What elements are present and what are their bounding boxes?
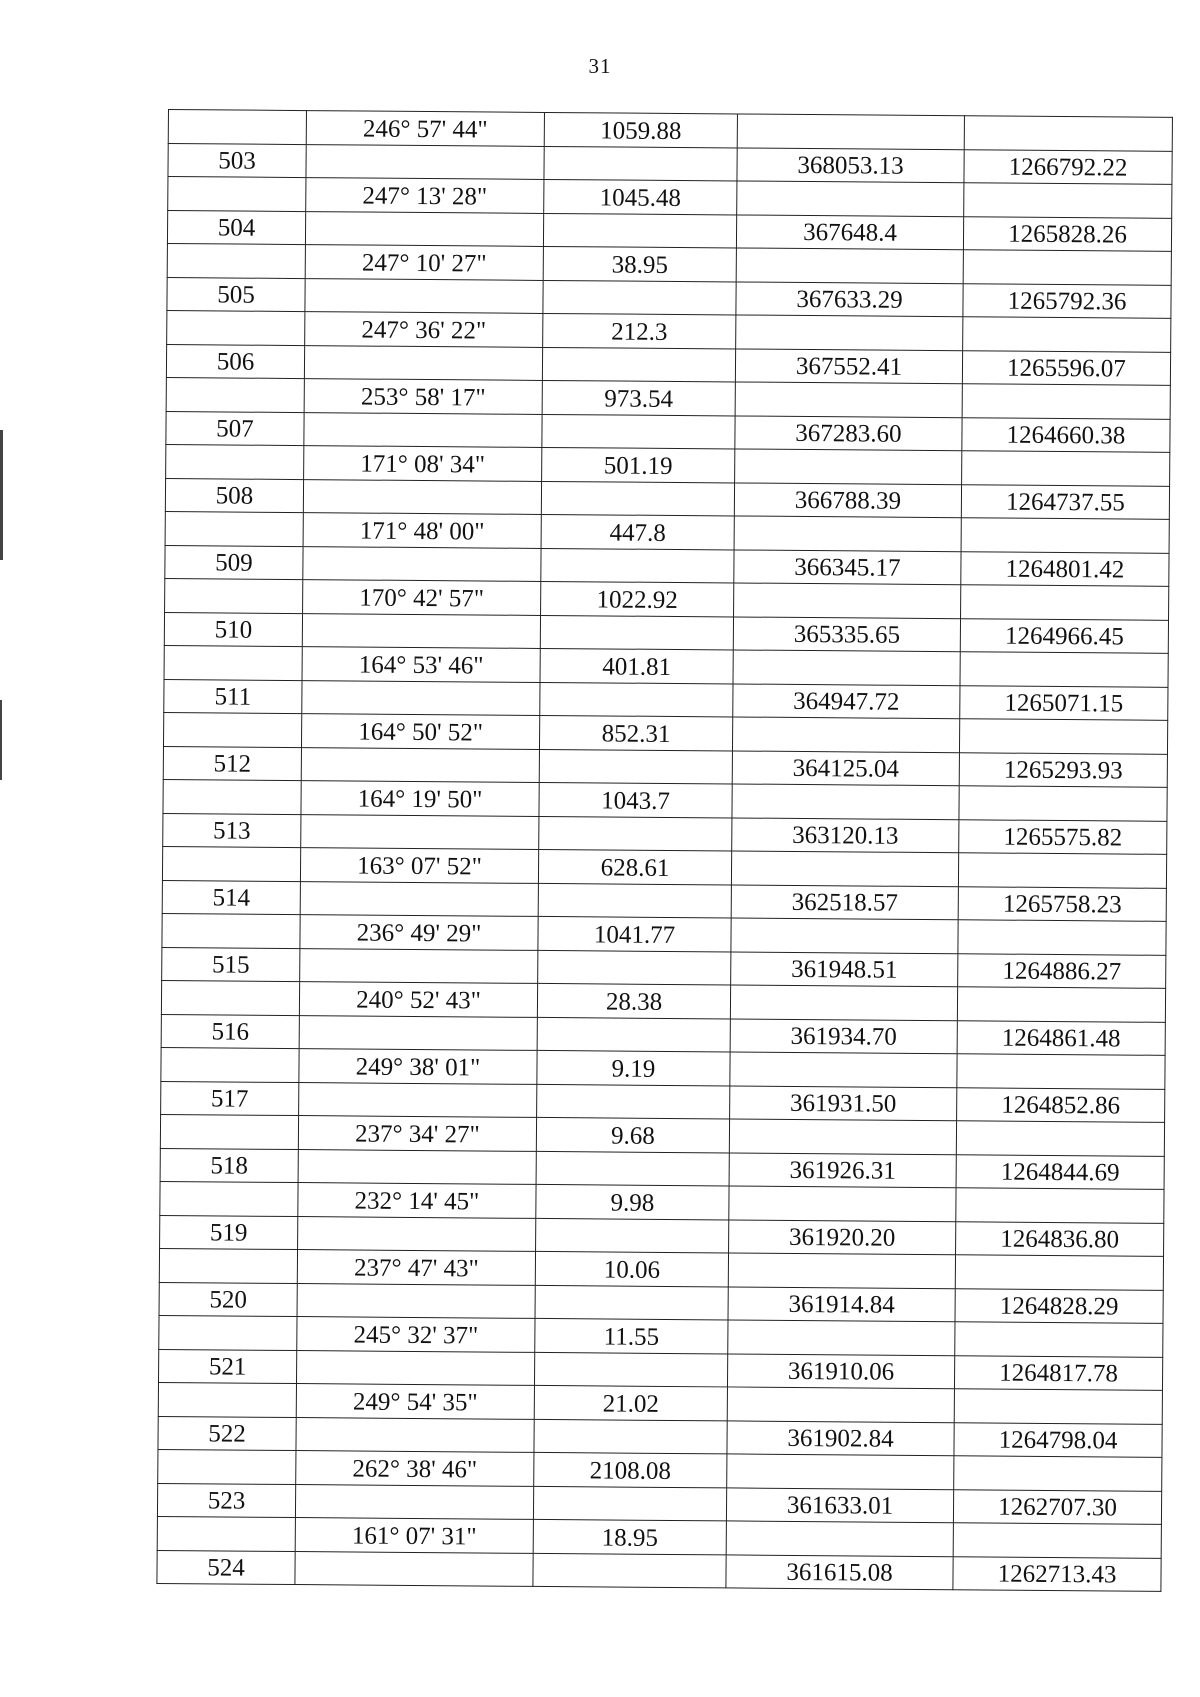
bearing-cell-empty: [306, 144, 544, 179]
northing-cell-empty: [727, 1454, 954, 1489]
distance-cell: 38.95: [543, 246, 736, 281]
bearing-cell-empty: [300, 948, 538, 983]
bearing-cell: 171° 08' 34": [304, 446, 542, 481]
station-cell-empty: [160, 1181, 298, 1216]
northing-cell: 361615.08: [726, 1554, 953, 1589]
easting-cell-empty: [956, 1188, 1164, 1223]
easting-cell-empty: [961, 518, 1169, 553]
distance-cell-empty: [541, 481, 734, 516]
station-cell-empty: [163, 712, 301, 747]
northing-cell-empty: [737, 114, 964, 149]
northing-cell: 367633.29: [736, 281, 963, 316]
station-id-cell: 518: [160, 1148, 298, 1183]
distance-cell-empty: [538, 883, 731, 918]
station-id-cell: 503: [168, 143, 306, 178]
bearing-cell-empty: [304, 345, 542, 380]
easting-cell: 1264844.69: [956, 1154, 1164, 1189]
station-id-cell: 511: [164, 679, 302, 714]
station-id-cell: 505: [167, 277, 305, 312]
distance-cell-empty: [541, 548, 734, 583]
easting-cell: 1265828.26: [963, 216, 1171, 251]
bearing-cell: 171° 48' 00": [303, 513, 541, 548]
station-id-cell: 504: [167, 210, 305, 245]
station-cell-empty: [158, 1449, 296, 1484]
station-id-cell: 515: [162, 947, 300, 982]
northing-cell: 361934.70: [730, 1018, 957, 1053]
northing-cell-empty: [735, 449, 962, 484]
distance-cell: 21.02: [534, 1385, 727, 1420]
easting-cell-empty: [955, 1255, 1163, 1290]
bearing-cell: 237° 47' 43": [297, 1250, 535, 1285]
bearing-cell: 164° 50' 52": [301, 714, 539, 749]
northing-cell-empty: [730, 985, 957, 1020]
easting-cell-empty: [958, 920, 1166, 955]
northing-cell: 361633.01: [726, 1487, 953, 1522]
bearing-cell-empty: [295, 1551, 533, 1586]
station-id-cell: 507: [166, 411, 304, 446]
easting-cell-empty: [960, 652, 1168, 687]
bearing-cell: 247° 10' 27": [305, 245, 543, 280]
distance-cell: 9.19: [537, 1050, 730, 1085]
distance-cell: 2108.08: [534, 1452, 727, 1487]
easting-cell: 1264966.45: [960, 618, 1168, 653]
bearing-cell-empty: [303, 546, 541, 581]
station-cell-empty: [157, 1516, 295, 1551]
distance-cell: 973.54: [542, 380, 735, 415]
bearing-cell: 247° 13' 28": [306, 178, 544, 213]
northing-cell: 361931.50: [730, 1085, 957, 1120]
bearing-cell: 164° 53' 46": [302, 647, 540, 682]
station-id-cell: 517: [161, 1081, 299, 1116]
northing-cell-empty: [736, 315, 963, 350]
bearing-cell: 236° 49' 29": [300, 915, 538, 950]
easting-cell-empty: [958, 853, 1166, 888]
station-cell-empty: [164, 645, 302, 680]
bearing-cell-empty: [299, 1015, 537, 1050]
scan-edge-mark: [0, 430, 3, 560]
distance-cell: 9.98: [536, 1184, 729, 1219]
bearing-cell: 161° 07' 31": [295, 1518, 533, 1553]
easting-cell-empty: [954, 1389, 1162, 1424]
easting-cell-empty: [959, 786, 1167, 821]
bearing-cell: 249° 38' 01": [299, 1049, 537, 1084]
bearing-cell: 170° 42' 57": [303, 580, 541, 615]
distance-cell-empty: [536, 1151, 729, 1186]
bearing-cell-empty: [301, 747, 539, 782]
bearing-cell-empty: [299, 1082, 537, 1117]
bearing-cell-empty: [298, 1216, 536, 1251]
easting-cell: 1265071.15: [960, 685, 1168, 720]
bearing-cell-empty: [301, 814, 539, 849]
easting-cell: 1264861.48: [957, 1020, 1165, 1055]
bearing-cell: 253° 58' 17": [304, 379, 542, 414]
bearing-cell-empty: [297, 1283, 535, 1318]
station-id-cell: 509: [165, 545, 303, 580]
easting-cell: 1264886.27: [958, 953, 1166, 988]
station-cell-empty: [167, 243, 305, 278]
bearing-cell: 240° 52' 43": [299, 982, 537, 1017]
bearing-cell-empty: [305, 211, 543, 246]
northing-cell: 361926.31: [729, 1152, 956, 1187]
easting-cell: 1266792.22: [964, 149, 1172, 184]
station-row: [157, 1550, 1161, 1591]
distance-cell-empty: [543, 213, 736, 248]
station-id-cell: 512: [163, 746, 301, 781]
distance-cell-empty: [540, 682, 733, 717]
station-id-cell: 520: [159, 1282, 297, 1317]
distance-cell-empty: [533, 1486, 726, 1521]
station-id-cell: 519: [160, 1215, 298, 1250]
northing-cell-empty: [729, 1186, 956, 1221]
distance-cell-empty: [544, 146, 737, 181]
bearing-cell-empty: [303, 479, 541, 514]
easting-cell-empty: [957, 987, 1165, 1022]
bearing-cell-empty: [302, 680, 540, 715]
distance-cell: 1045.48: [544, 179, 737, 214]
distance-cell: 852.31: [539, 715, 732, 750]
northing-cell: 361910.06: [727, 1353, 954, 1388]
distance-cell: 447.8: [541, 514, 734, 549]
station-cell-empty: [162, 846, 300, 881]
distance-cell-empty: [535, 1285, 728, 1320]
northing-cell-empty: [728, 1320, 955, 1355]
easting-cell-empty: [962, 384, 1170, 419]
bearing-cell: 249° 54' 35": [296, 1384, 534, 1419]
distance-cell: 18.95: [533, 1519, 726, 1554]
easting-cell: 1265293.93: [959, 752, 1167, 787]
northing-cell-empty: [730, 1052, 957, 1087]
northing-cell: 364125.04: [732, 750, 959, 785]
easting-cell-empty: [962, 451, 1170, 486]
station-cell-empty: [165, 511, 303, 546]
distance-cell-empty: [537, 1084, 730, 1119]
distance-cell-empty: [540, 615, 733, 650]
easting-cell-empty: [964, 183, 1172, 218]
bearing-cell: 246° 57' 44": [306, 111, 544, 146]
northing-cell-empty: [726, 1521, 953, 1556]
northing-cell: 361948.51: [731, 951, 958, 986]
distance-cell-empty: [542, 414, 735, 449]
bearing-cell-empty: [296, 1417, 534, 1452]
distance-cell: 212.3: [543, 313, 736, 348]
easting-cell-empty: [955, 1322, 1163, 1357]
bearing-cell: 232° 14' 45": [298, 1183, 536, 1218]
distance-cell: 1022.92: [541, 581, 734, 616]
station-cell-empty: [166, 444, 304, 479]
easting-cell-empty: [957, 1054, 1165, 1089]
easting-cell-empty: [954, 1456, 1162, 1491]
northing-cell-empty: [727, 1387, 954, 1422]
easting-cell: 1264737.55: [961, 484, 1169, 519]
station-cell-empty: [165, 578, 303, 613]
station-cell-empty: [163, 779, 301, 814]
station-cell-empty: [160, 1114, 298, 1149]
distance-cell-empty: [533, 1553, 726, 1588]
easting-cell: 1264817.78: [954, 1355, 1162, 1390]
survey-coordinates-table: [156, 109, 1173, 1592]
northing-cell-empty: [729, 1119, 956, 1154]
distance-cell-empty: [534, 1419, 727, 1454]
easting-cell-empty: [964, 116, 1172, 151]
station-id-cell: 521: [158, 1349, 296, 1384]
northing-cell-empty: [733, 650, 960, 685]
easting-cell: 1265792.36: [963, 283, 1171, 318]
northing-cell-empty: [737, 181, 964, 216]
northing-cell: 361914.84: [728, 1286, 955, 1321]
northing-cell-empty: [735, 382, 962, 417]
bearing-cell-empty: [304, 412, 542, 447]
station-id-cell: 508: [165, 478, 303, 513]
easting-cell: 1264798.04: [954, 1422, 1162, 1457]
station-id-cell: 506: [166, 344, 304, 379]
distance-cell: 28.38: [537, 983, 730, 1018]
distance-cell: 501.19: [542, 447, 735, 482]
station-id-cell: 524: [157, 1550, 295, 1585]
easting-cell-empty: [963, 250, 1171, 285]
northing-cell: 367552.41: [735, 348, 962, 383]
distance-cell: 1041.77: [538, 916, 731, 951]
northing-cell: 361902.84: [727, 1420, 954, 1455]
station-id-cell: 523: [157, 1483, 295, 1518]
distance-cell-empty: [543, 280, 736, 315]
distance-cell-empty: [534, 1352, 727, 1387]
easting-cell: 1264801.42: [961, 551, 1169, 586]
bearing-cell: 247° 36' 22": [305, 312, 543, 347]
easting-cell: 1264660.38: [962, 417, 1170, 452]
distance-cell-empty: [536, 1218, 729, 1253]
distance-cell: 10.06: [535, 1251, 728, 1286]
bearing-cell-empty: [302, 613, 540, 648]
northing-cell-empty: [732, 717, 959, 752]
easting-cell: 1262713.43: [953, 1556, 1161, 1591]
northing-cell: 361920.20: [729, 1219, 956, 1254]
station-cell-empty: [159, 1248, 297, 1283]
station-cell-empty: [166, 377, 304, 412]
distance-cell: 9.68: [536, 1117, 729, 1152]
northing-cell: 366345.17: [734, 549, 961, 584]
distance-cell-empty: [537, 1017, 730, 1052]
station-id-cell: 514: [162, 880, 300, 915]
easting-cell-empty: [956, 1121, 1164, 1156]
page-number: 31: [588, 54, 612, 78]
distance-cell: 11.55: [535, 1318, 728, 1353]
station-id-cell: 516: [161, 1014, 299, 1049]
distance-cell: 1043.7: [539, 782, 732, 817]
northing-cell-empty: [731, 918, 958, 953]
northing-cell: 367648.4: [736, 214, 963, 249]
distance-cell: 628.61: [538, 849, 731, 884]
station-cell-empty: [159, 1315, 297, 1350]
station-id-cell: 522: [158, 1416, 296, 1451]
northing-cell: 368053.13: [737, 147, 964, 182]
station-cell-empty: [158, 1382, 296, 1417]
bearing-cell: 164° 19' 50": [301, 781, 539, 816]
northing-cell-empty: [734, 583, 961, 618]
northing-cell-empty: [732, 784, 959, 819]
station-cell-empty: [168, 177, 306, 212]
bearing-cell-empty: [296, 1350, 534, 1385]
northing-cell: 367283.60: [735, 415, 962, 450]
distance-cell-empty: [539, 749, 732, 784]
distance-cell-empty: [539, 816, 732, 851]
northing-cell: 363120.13: [732, 817, 959, 852]
northing-cell-empty: [736, 248, 963, 283]
station-id-cell: 513: [163, 813, 301, 848]
bearing-cell: 237° 34' 27": [298, 1116, 536, 1151]
bearing-cell-empty: [295, 1484, 533, 1519]
bearing-cell-empty: [305, 278, 543, 313]
easting-cell-empty: [953, 1523, 1161, 1558]
easting-cell: 1265596.07: [962, 350, 1170, 385]
easting-cell-empty: [961, 585, 1169, 620]
station-cell-empty: [168, 110, 306, 145]
distance-cell: 1059.88: [544, 112, 737, 147]
station-cell-empty: [162, 913, 300, 948]
northing-cell-empty: [731, 851, 958, 886]
survey-table-body: [157, 110, 1173, 1592]
easting-cell: 1264828.29: [955, 1288, 1163, 1323]
northing-cell: 366788.39: [734, 482, 961, 517]
distance-cell-empty: [538, 950, 731, 985]
northing-cell: 362518.57: [731, 884, 958, 919]
northing-cell-empty: [734, 516, 961, 551]
bearing-cell: 163° 07' 52": [300, 848, 538, 883]
bearing-cell-empty: [300, 881, 538, 916]
distance-cell: 401.81: [540, 648, 733, 683]
station-cell-empty: [161, 980, 299, 1015]
easting-cell-empty: [959, 719, 1167, 754]
easting-cell: 1265575.82: [959, 819, 1167, 854]
easting-cell: 1262707.30: [953, 1489, 1161, 1524]
easting-cell-empty: [963, 317, 1171, 352]
bearing-cell-empty: [298, 1149, 536, 1184]
bearing-cell: 245° 32' 37": [297, 1317, 535, 1352]
station-cell-empty: [161, 1047, 299, 1082]
northing-cell: 365335.65: [733, 616, 960, 651]
northing-cell-empty: [728, 1253, 955, 1288]
station-id-cell: 510: [164, 612, 302, 647]
station-cell-empty: [167, 310, 305, 345]
scan-edge-mark: [0, 700, 2, 780]
distance-cell-empty: [542, 347, 735, 382]
easting-cell: 1265758.23: [958, 886, 1166, 921]
easting-cell: 1264852.86: [957, 1087, 1165, 1122]
easting-cell: 1264836.80: [956, 1221, 1164, 1256]
northing-cell: 364947.72: [733, 683, 960, 718]
bearing-cell: 262° 38' 46": [296, 1451, 534, 1486]
